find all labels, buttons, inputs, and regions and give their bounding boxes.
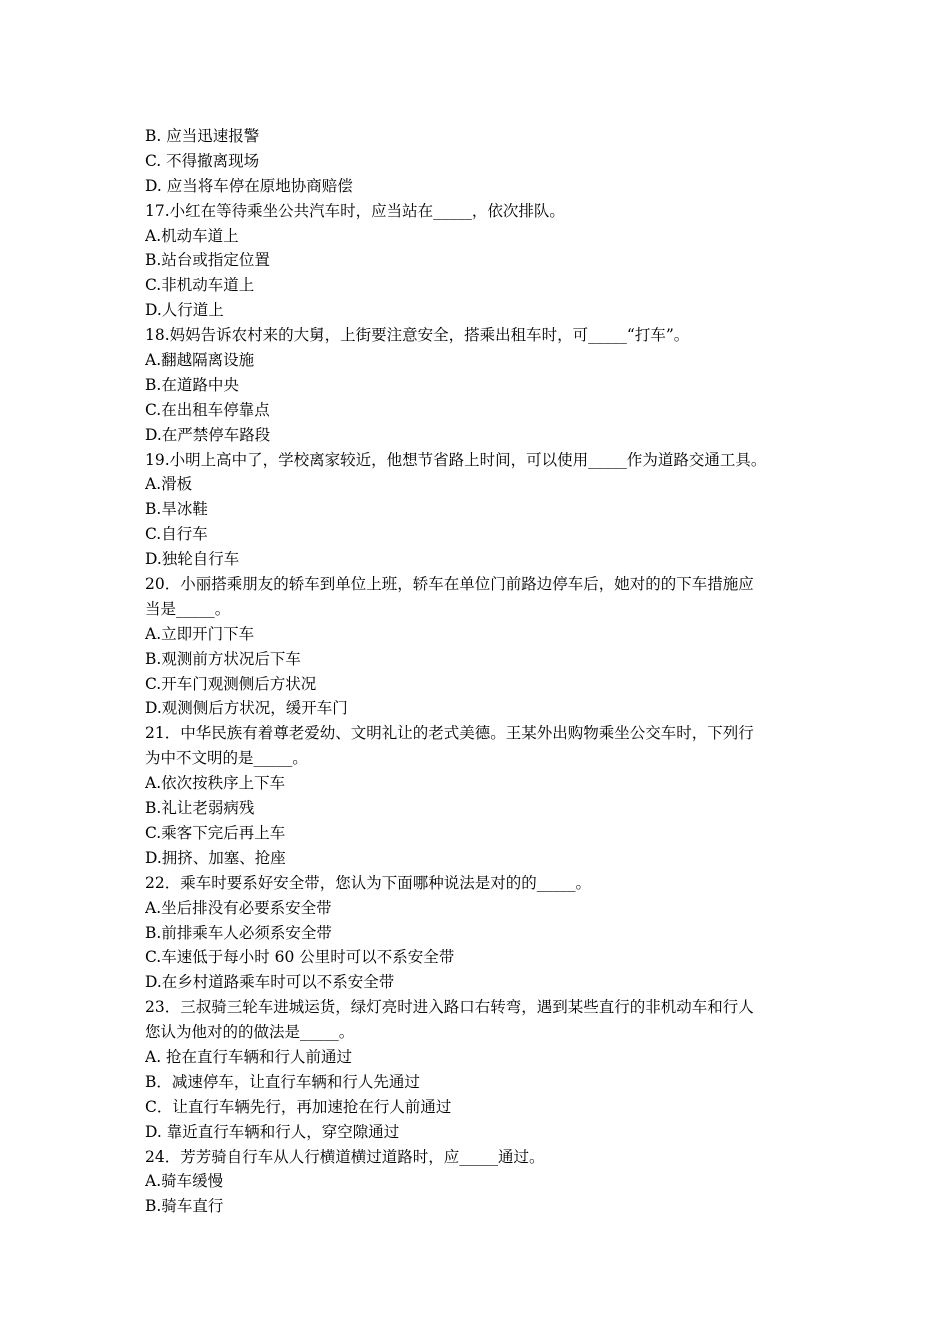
question-18: 18.妈妈告诉农村来的大舅，上街要注意安全，搭乘出租车时，可_____“打车”。 — [145, 326, 690, 345]
option-line: C.车速低于每小时 60 公里时可以不系安全带 — [145, 948, 455, 967]
question-21: 21．中华民族有着尊老爱幼、文明礼让的老式美德。王某外出购物乘坐公交车时，下列行 — [145, 724, 754, 743]
option-line: B.观测前方状况后下车 — [145, 649, 301, 668]
option-line: C.在出租车停靠点 — [145, 400, 270, 419]
question-20: 20．小丽搭乘朋友的轿车到单位上班，轿车在单位门前路边停车后，她对的的下车措施应 — [145, 575, 754, 594]
option-line: C.乘客下完后再上车 — [145, 823, 286, 842]
option-line: A.坐后排没有必要系安全带 — [145, 898, 332, 917]
option-line: A.骑车缓慢 — [145, 1172, 224, 1191]
question-23-cont: 您认为他对的的做法是_____。 — [145, 1023, 355, 1042]
option-line: B.旱冰鞋 — [145, 500, 208, 519]
option-line: D. 靠近直行车辆和行人，穿空隙通过 — [145, 1122, 400, 1141]
option-line: D.拥挤、加塞、抢座 — [145, 848, 286, 867]
option-line: A.依次按秩序上下车 — [145, 774, 286, 793]
option-line: B.骑车直行 — [145, 1197, 224, 1216]
option-line: A.机动车道上 — [145, 226, 239, 245]
question-21-cont: 为中不文明的是_____。 — [145, 749, 308, 768]
question-23: 23．三叔骑三轮车进城运货，绿灯亮时进入路口右转弯，遇到某些直行的非机动车和行人 — [145, 998, 754, 1017]
question-22: 22．乘车时要系好安全带，您认为下面哪种说法是对的的_____。 — [145, 873, 591, 892]
option-line: B．减速停车，让直行车辆和行人先通过 — [145, 1072, 420, 1091]
option-line: B.在道路中央 — [145, 375, 239, 394]
option-line: A.滑板 — [145, 475, 193, 494]
option-line: C．让直行车辆先行，再加速抢在行人前通过 — [145, 1097, 452, 1116]
option-line: C. 不得撤离现场 — [145, 151, 260, 170]
option-line: A. 抢在直行车辆和行人前通过 — [145, 1047, 353, 1066]
option-line: D.在乡村道路乘车时可以不系安全带 — [145, 973, 395, 992]
option-line: D. 应当将车停在原地协商赔偿 — [145, 176, 353, 195]
question-20-cont: 当是_____。 — [145, 599, 231, 618]
option-line: B.礼让老弱病残 — [145, 799, 255, 818]
question-24: 24．芳芳骑自行车从人行横道横过道路时，应_____通过。 — [145, 1147, 545, 1166]
option-line: A.翻越隔离设施 — [145, 351, 255, 370]
option-line: D.在严禁停车路段 — [145, 425, 271, 444]
option-line: C.开车门观测侧后方状况 — [145, 674, 317, 693]
question-17: 17.小红在等待乘坐公共汽车时，应当站在_____，依次排队。 — [145, 201, 565, 220]
option-line: B. 应当迅速报警 — [145, 127, 260, 145]
option-line: D.观测侧后方状况，缓开车门 — [145, 699, 348, 718]
option-line: B.前排乘车人必须系安全带 — [145, 923, 332, 942]
option-line: D.独轮自行车 — [145, 550, 240, 569]
document-body — [145, 124, 810, 1219]
option-line: D.人行道上 — [145, 301, 224, 320]
option-line: C.非机动车道上 — [145, 276, 255, 295]
option-line: A.立即开门下车 — [145, 624, 255, 643]
option-line: C.自行车 — [145, 525, 208, 544]
question-19: 19.小明上高中了，学校离家较近，他想节省路上时间，可以使用_____作为道路交通工具。 — [145, 450, 767, 469]
option-line: B.站台或指定位置 — [145, 251, 270, 270]
